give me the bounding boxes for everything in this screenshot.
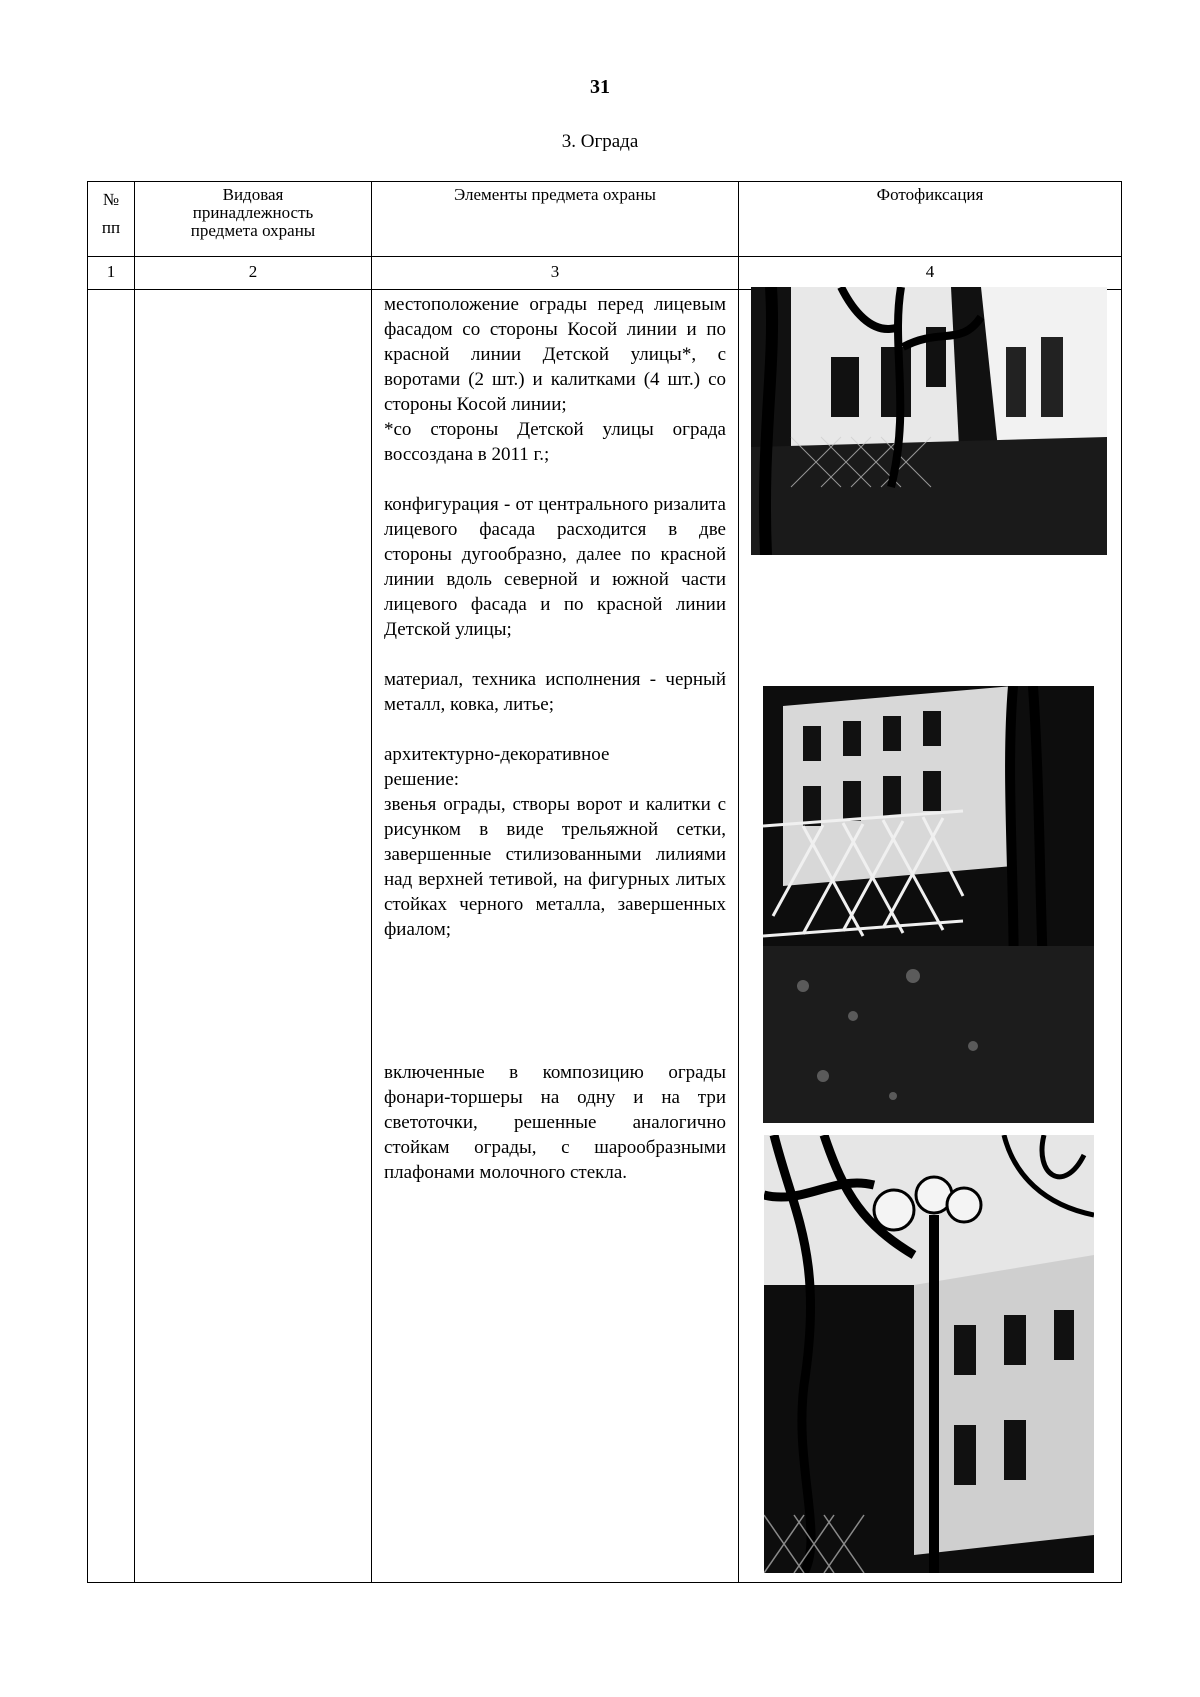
header-number [88,182,135,257]
row-number [88,290,135,1583]
photo-lamp-posts-image [764,1135,1094,1573]
header-elements: Элементы предмета охраны [372,182,739,257]
photo-fence-lattice-image [763,686,1094,1123]
photo-lamp-posts [764,1135,1094,1573]
header-number-line2: пп [101,218,121,237]
column-number-4: 4 [739,257,1122,290]
element-location: местоположение ограды перед лицевым фасадом со стороны Косой линии и по красной линии Детской улицы*, с воротами (2 шт.) и калитками (4 шт.) со стороны Косой линии; [384,294,726,415]
element-decor-description: звенья ограды, створы ворот и калитки с рисунком в виде трельяжной сетки, завершенные стилизованными лилиями над верхней тетивой, на фигурных литых стойках черного металла, завершенных фиалом; [384,794,726,940]
header-row [88,182,1122,257]
column-number-3: 3 [372,257,739,290]
element-location-note: *со стороны Детской улицы ограда воссоздана в 2011 г.; [384,419,726,465]
photo-fence-facade-image [751,287,1107,555]
element-material: материал, техника исполнения - черный металл, ковка, литье; [384,669,726,715]
section-title: 3. Ограда [561,131,639,152]
header-photo: Фотофиксация [739,182,1122,257]
column-number-1: 1 [88,257,135,290]
row-elements [372,290,739,1583]
column-number-row [88,257,1122,290]
page-number: 31 [590,76,610,98]
column-number-2: 2 [135,257,372,290]
element-configuration: конфигурация - от центрального ризалита лицевого фасада расходится в две стороны дугообразно, далее по красной линии вдоль северной и южной части лицевого фасада и по красной линии Детской улицы; [384,494,726,640]
row-type [135,290,372,1583]
element-decor-heading: архитектурно-декоративное решение: [384,744,610,790]
header-type: Видовая принадлежность предмета охраны [135,182,372,257]
photo-fence-facade [751,287,1107,555]
header-number-line1: № [102,190,120,209]
photo-fence-lattice [763,686,1094,1123]
element-lamps: включенные в композицию ограды фонари-торшеры на одну и на три светоточки, решенные аналогично стойкам ограды, с шарообразными плафонами молочного стекла. [384,1062,726,1183]
